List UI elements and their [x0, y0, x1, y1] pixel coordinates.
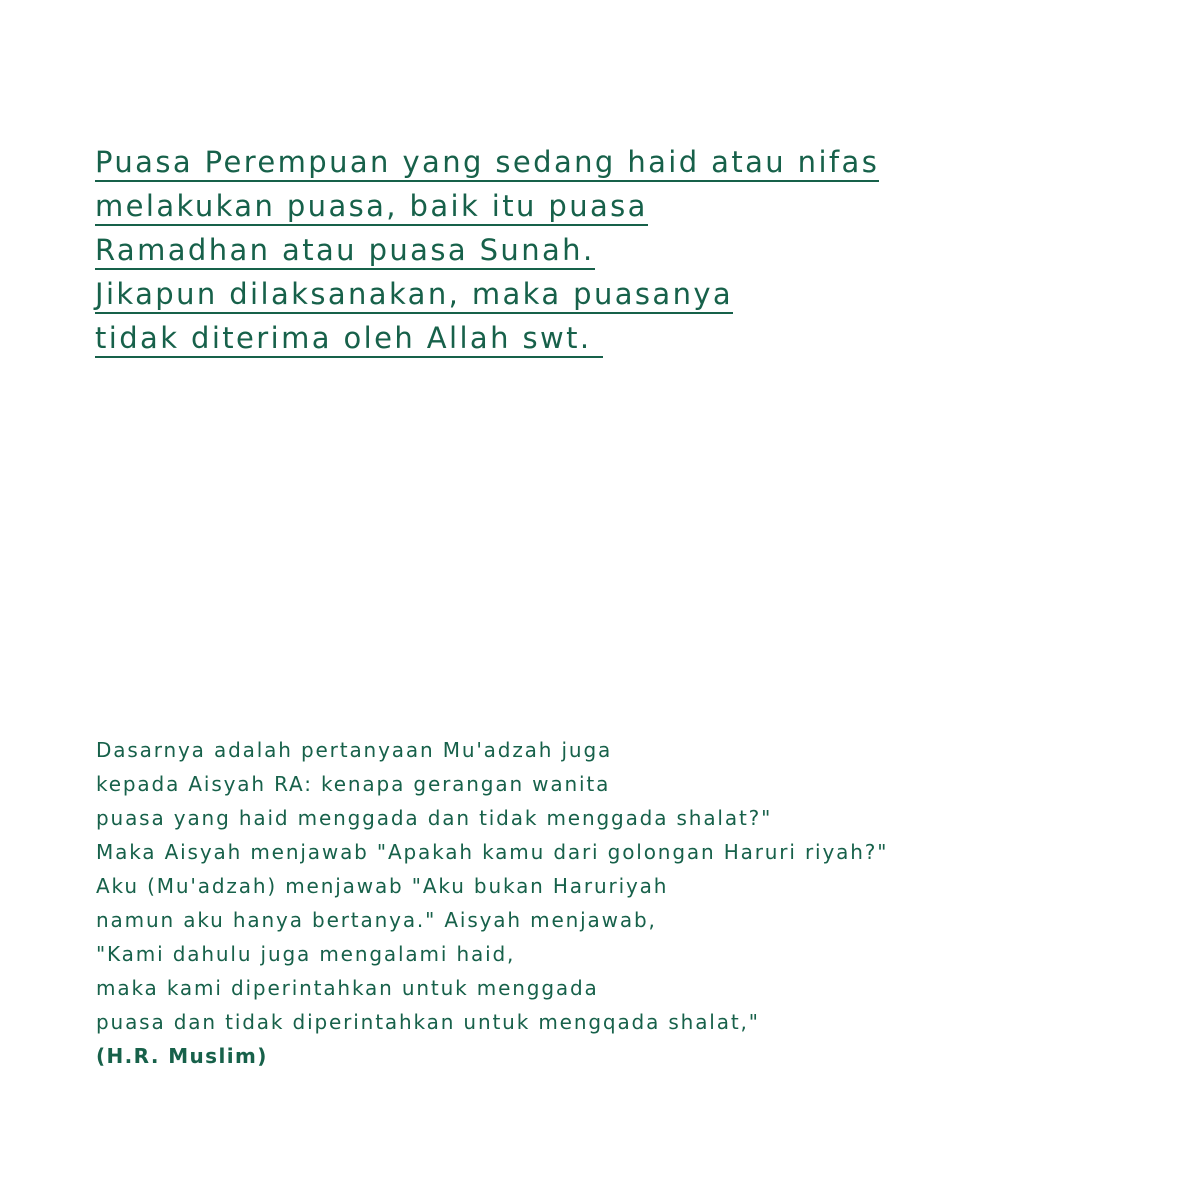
heading-line-text: melakukan puasa, baik itu puasa — [95, 189, 648, 226]
heading-line-text: Ramadhan atau puasa Sunah. — [95, 233, 595, 270]
heading-block — [95, 140, 1095, 360]
body-line: puasa yang haid menggada dan tidak menggada shalat?" — [96, 806, 773, 830]
body-line: Maka Aisyah menjawab "Apakah kamu dari golongan Haruri riyah?" — [96, 840, 889, 864]
heading-line — [95, 184, 1095, 228]
body-line: maka kami diperintahkan untuk menggada — [96, 976, 599, 1000]
body-line: puasa dan tidak diperintahkan untuk mengqada shalat," — [96, 1010, 760, 1034]
body-line: Dasarnya adalah pertanyaan Mu'adzah juga — [96, 738, 613, 762]
heading-line — [95, 140, 1095, 184]
hadith-text-block — [96, 733, 1096, 1073]
heading-line — [95, 272, 1095, 316]
body-line: namun aku hanya bertanya." Aisyah menjawab, — [96, 908, 657, 932]
heading-line-text: Puasa Perempuan yang sedang haid atau nifas — [95, 145, 879, 182]
heading-line-text: tidak diterima oleh Allah swt. — [95, 321, 603, 358]
heading-line — [95, 316, 1095, 360]
body-line: kepada Aisyah RA: kenapa gerangan wanita — [96, 772, 611, 796]
hadith-citation: (H.R. Muslim) — [96, 1044, 268, 1068]
body-line: "Kami dahulu juga mengalami haid, — [96, 942, 516, 966]
body-line: Aku (Mu'adzah) menjawab "Aku bukan Haruriyah — [96, 874, 669, 898]
heading-line-text: Jikapun dilaksanakan, maka puasanya — [95, 277, 733, 314]
heading-line — [95, 228, 1095, 272]
